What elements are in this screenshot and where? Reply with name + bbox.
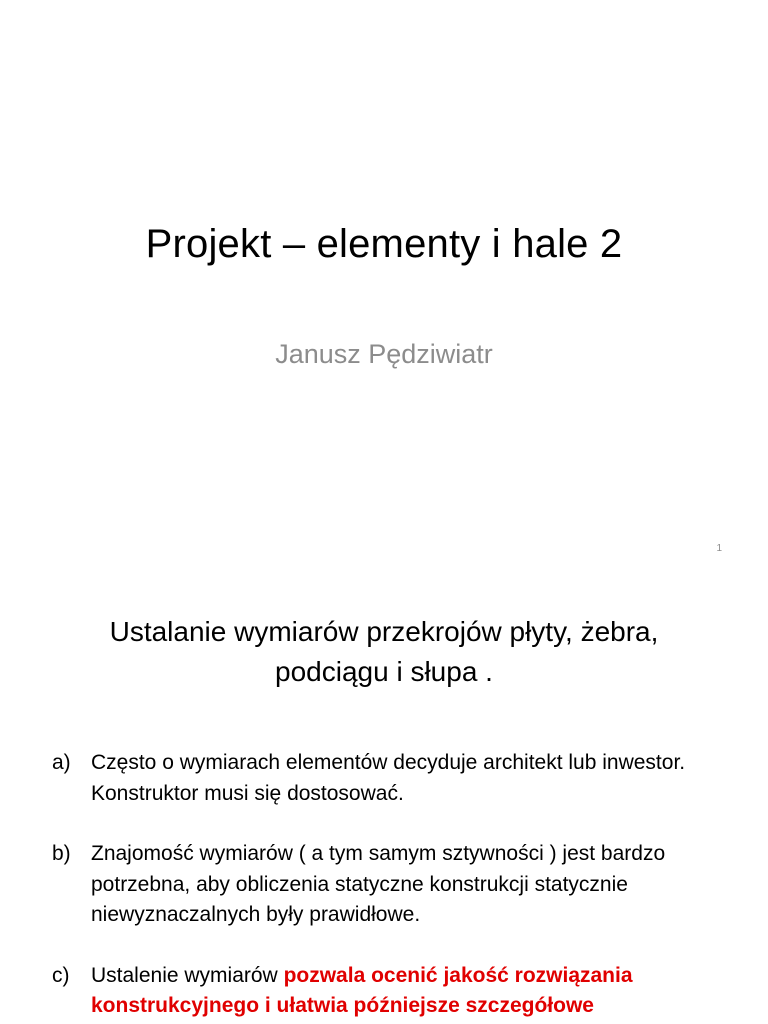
list-item-text: Znajomość wymiarów ( a tym samym sztywności ) jest bardzo potrzebna, aby obliczenia statyczne konstrukcji statycznie niewyznaczalnych były prawidłowe. — [91, 842, 666, 926]
list-item-text: Często o wymiarach elementów decyduje architekt lub inwestor. Konstruktor musi się dostosować. — [91, 751, 686, 805]
list-item-text — [91, 961, 742, 1022]
list-item-text-plain: Ustalenie wymiarów — [91, 963, 284, 987]
slide-heading — [40, 612, 728, 692]
list-item-b — [52, 839, 742, 931]
list-marker: a) — [52, 751, 71, 774]
bullet-list — [52, 748, 742, 1024]
list-item-a — [52, 748, 742, 809]
list-item-text-emphasis: pozwala ocenić jakość rozwiązania konstrukcyjnego i ułatwia późniejsze szczegółowe — [91, 963, 633, 1017]
slide-2 — [0, 576, 768, 1024]
page-number: 1 — [716, 543, 722, 554]
slide-title: Projekt – elementy i hale 2 — [145, 222, 623, 266]
slide-subtitle-author: Janusz Pędziwiatr — [275, 339, 493, 369]
list-marker: b) — [52, 842, 71, 865]
list-item-c — [52, 961, 742, 1022]
slide-heading-line-1: Ustalanie wymiarów przekrojów płyty, żebra, — [109, 616, 659, 647]
list-marker: c) — [52, 963, 70, 987]
slide-heading-line-2: podciągu i słupa . — [275, 656, 493, 687]
